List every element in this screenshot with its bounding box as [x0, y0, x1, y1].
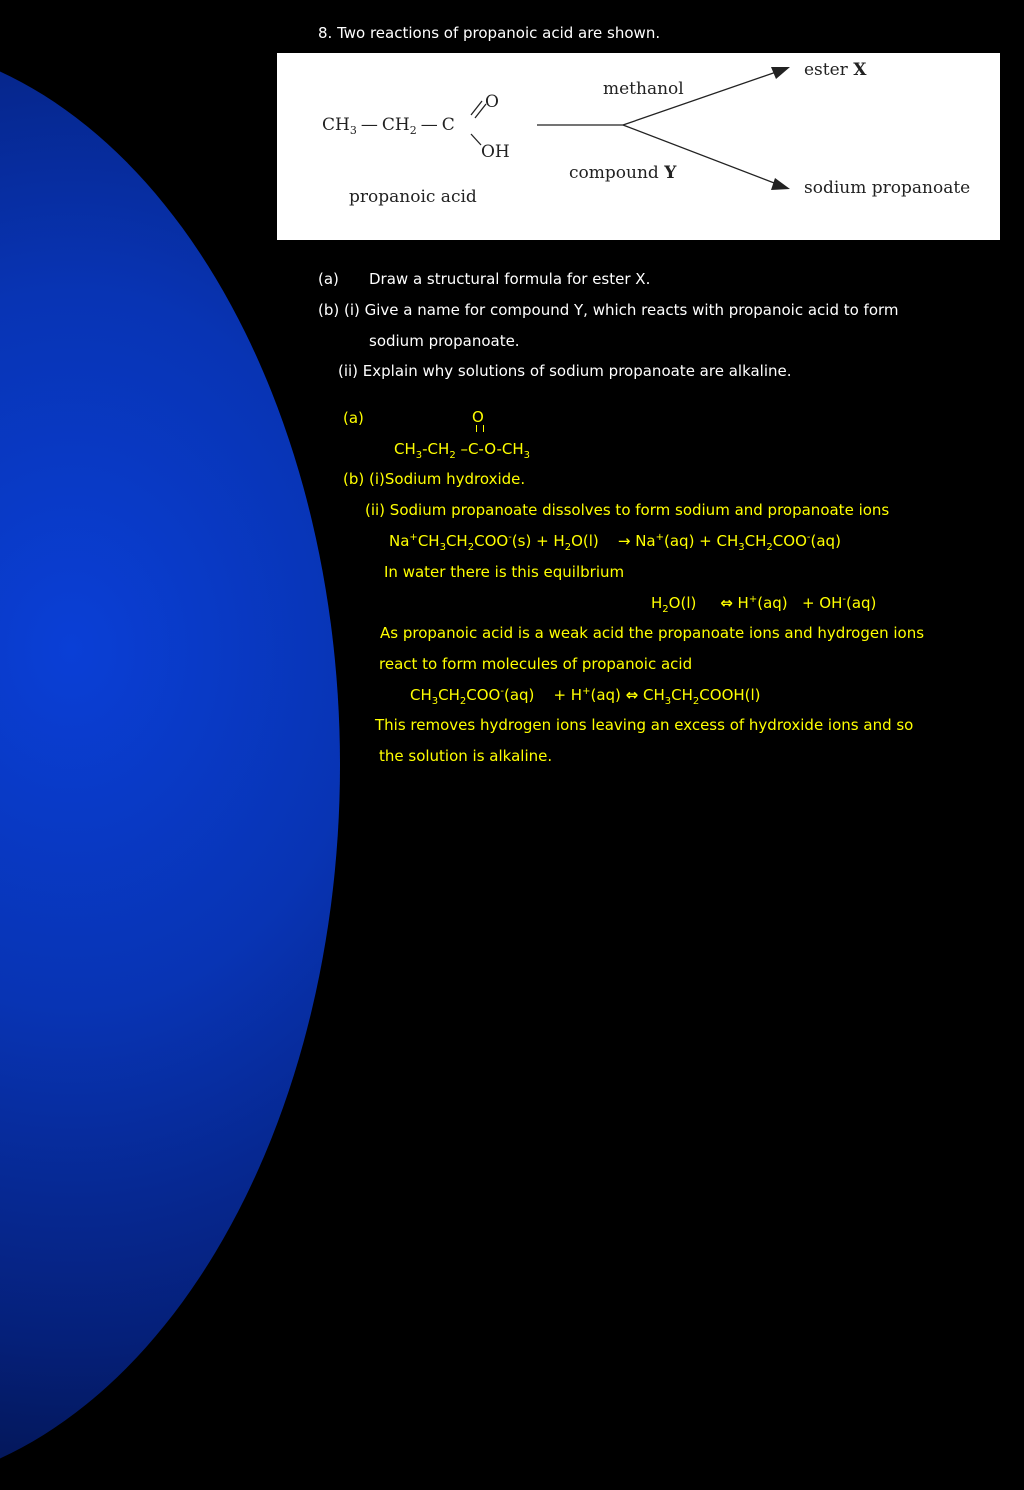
reaction-arrow-icon: → [617, 532, 631, 550]
answer-carbonyl-o: O [472, 408, 484, 426]
equilibrium-arrow-icon: ⇔ [625, 686, 639, 704]
part-b-line-2: sodium propanoate. [369, 332, 520, 350]
dissolution-equation: $Na^+CH_3CH_2COO^-(s) + H_2O(l)$ → $Na^+(aq) + CH_3CH_2COO^-(aq)$ [389, 532, 841, 553]
answer-b-ii: (ii) Sodium propanoate dissolves to form sodium and propanoate ions [365, 501, 890, 519]
equilibrium-arrow-icon: ⇔ [720, 594, 733, 612]
part-a-text: Draw a structural formula for ester X. [369, 270, 651, 288]
reaction-diagram [277, 53, 1000, 240]
conclusion-line-2: the solution is alkaline. [379, 747, 553, 765]
ester-formula: $CH_3-CH_2$ $-C-O-CH_3$ [394, 440, 531, 461]
conclusion-line-1: This removes hydrogen ions leaving an excess of hydroxide ions and so [375, 716, 914, 734]
lower-arrowhead [771, 178, 790, 190]
water-equilibrium: $H_2O(l)$ ⇔ H+(aq) + OH-(aq) [651, 594, 877, 615]
upper-reagent: methanol [603, 79, 684, 99]
background-blue-arc [0, 40, 340, 1490]
answer-b-i: (b) (i)Sodium hydroxide. [343, 470, 526, 488]
part-a-label: (a) [318, 270, 339, 288]
upper-product: ester X [804, 60, 867, 80]
upper-arrowhead [771, 67, 790, 79]
answer-a-label: (a) [343, 409, 364, 427]
propanoic-acid-formula: $CH_3$ — $CH_2$ — C [322, 115, 455, 137]
recombination-equation: $CH_3CH_2COO^-(aq)$ + H+(aq) ⇔ $CH_3CH_2COOH(l)$ [410, 686, 761, 707]
equilibrium-intro: In water there is this equilbrium [384, 563, 625, 581]
single-bond-line [471, 134, 481, 145]
carbonyl-oxygen: O [485, 92, 499, 112]
lower-reagent: compound Y [569, 163, 677, 183]
hydroxyl-group: OH [481, 142, 510, 162]
weak-acid-line-1: As propanoic acid is a weak acid the propanoate ions and hydrogen ions [380, 624, 925, 642]
lower-product: sodium propanoate [804, 178, 971, 198]
question-title: 8. Two reactions of propanoic acid are shown. [318, 24, 661, 42]
weak-acid-line-2: react to form molecules of propanoic acid [379, 655, 693, 673]
reactant-name: propanoic acid [349, 187, 477, 207]
double-bond-mark [476, 425, 484, 432]
part-b-ii: (ii) Explain why solutions of sodium propanoate are alkaline. [338, 362, 792, 380]
part-b-line-1: (b) (i) Give a name for compound Y, which reacts with propanoic acid to form [318, 301, 899, 319]
double-bond-line-1 [471, 101, 482, 115]
